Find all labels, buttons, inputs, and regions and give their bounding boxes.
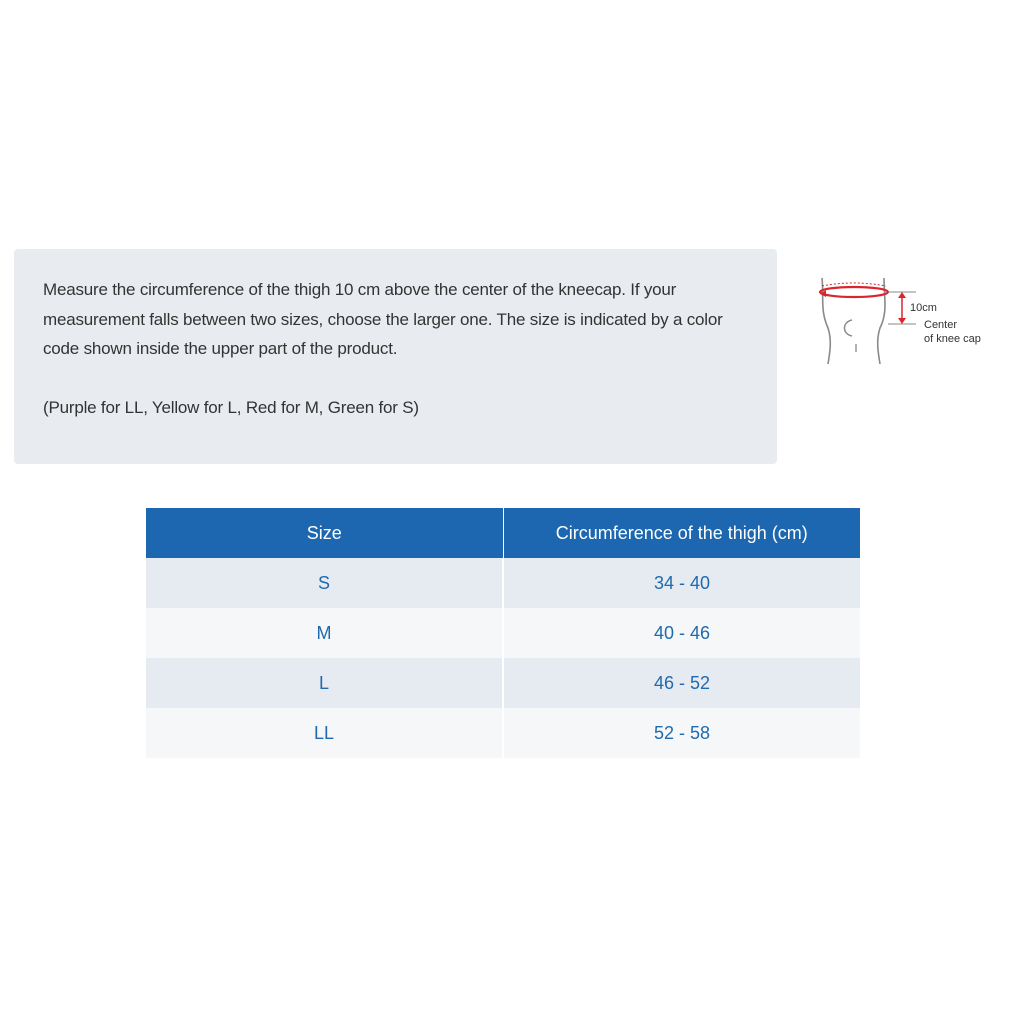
table-row [146,658,860,708]
table-header-row [146,508,860,558]
knee-cap-label: of knee cap [924,333,981,345]
circumference-cell: 52 - 58 [503,708,860,758]
table-row [146,558,860,608]
knee-illustration [812,270,1002,370]
size-chart-table [146,508,860,758]
measurement-instructions: Measure the circumference of the thigh 10 cm above the center of the kneecap. If your measurement falls between two sizes, choose the larger one. The size is indicated by a color code shown inside the upper part of the product. [43,280,723,358]
center-label: Center [924,319,958,331]
color-code-note: (Purple for LL, Yellow for L, Red for M, Green for S) [43,397,419,417]
size-cell: LL [146,708,503,758]
knee-measurement-diagram [812,270,1002,370]
table-row [146,708,860,758]
circumference-column-header: Circumference of the thigh (cm) [503,508,860,558]
instructions-panel [14,249,777,464]
table-row [146,608,860,658]
size-column-header: Size [146,508,503,558]
size-cell: S [146,558,503,608]
circumference-cell: 40 - 46 [503,608,860,658]
circumference-cell: 34 - 40 [503,558,860,608]
circumference-cell: 46 - 52 [503,658,860,708]
size-cell: M [146,608,503,658]
measure-distance-label: 10cm [910,302,937,314]
size-cell: L [146,658,503,708]
